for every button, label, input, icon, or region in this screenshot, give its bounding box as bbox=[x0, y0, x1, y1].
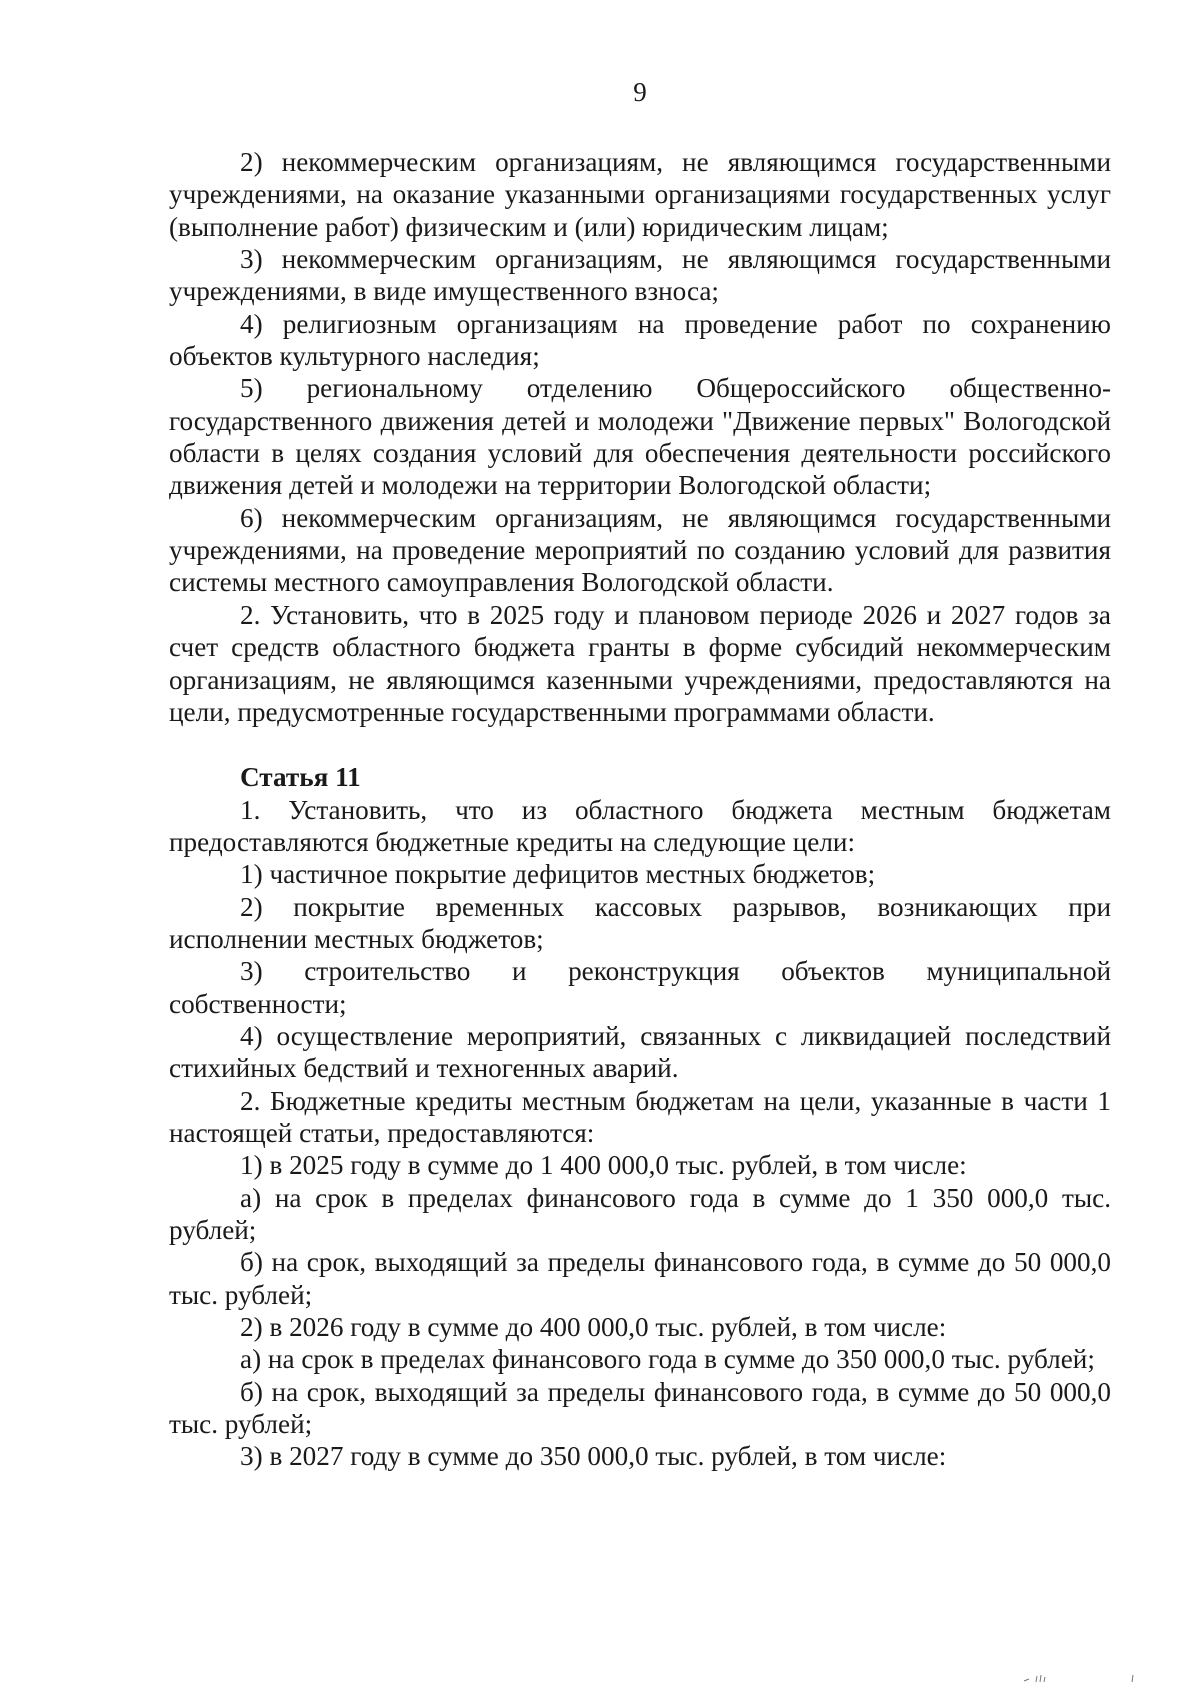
paragraph-2026-b: б) на срок, выходящий за пределы финансового года, в сумме до 50 000,0 тыс. рублей; bbox=[169, 1376, 1111, 1440]
paragraph-purpose-1: 1) частичное покрытие дефицитов местных бюджетов; bbox=[240, 859, 876, 890]
paragraph-article-part-2: 2. Бюджетные кредиты местным бюджетам на цели, указанные в части 1 настоящей статьи, предоставляются: bbox=[169, 1085, 1111, 1148]
paragraph-purpose-2: 2) покрытие временных кассовых разрывов, возникающих при исполнении местных бюджетов; bbox=[169, 891, 1111, 954]
paragraph-purpose-4: 4) осуществление мероприятий, связанных с ликвидацией последствий стихийных бедствий и техногенных аварий. bbox=[169, 1020, 1111, 1084]
paragraph-2025-a: а) на срок в пределах финансового года в сумме до 1 350 000,0 тыс. рублей; bbox=[169, 1182, 1111, 1245]
paragraph-year-2026: 2) в 2026 году в сумме до 400 000,0 тыс. рублей, в том числе: bbox=[240, 1312, 947, 1343]
paragraph-year-2025: 1) в 2025 году в сумме до 1 400 000,0 тыс. рублей, в том числе: bbox=[240, 1150, 967, 1181]
paragraph-item-6: 6) некоммерческим организациям, не являющимся государственными учреждениями, на проведение мероприятий по созданию условий для развития системы местного самоуправления Вологодской области. bbox=[169, 502, 1111, 598]
paragraph-item-2: 2) некоммерческим организациям, не являющимся государственными учреждениями, на оказание указанными организациями государственных услуг (выполнение работ) физическим и (или) юридическим лицам; bbox=[169, 147, 1111, 242]
paragraph-purpose-3: 3) строительство и реконструкция объектов муниципальной собственности; bbox=[169, 956, 1111, 1019]
paragraph-2025-b: б) на срок, выходящий за пределы финансового года, в сумме до 50 000,0 тыс. рублей; bbox=[169, 1247, 1111, 1310]
document-body bbox=[169, 146, 1111, 1473]
paragraph-2026-a: а) на срок в пределах финансового года в сумме до 350 000,0 тыс. рублей; bbox=[240, 1344, 1095, 1375]
paragraph-year-2027: 3) в 2027 году в сумме до 350 000,0 тыс. рублей, в том числе: bbox=[240, 1441, 947, 1472]
article-heading: Статья 11 bbox=[240, 762, 361, 793]
page-number: 9 bbox=[633, 77, 647, 107]
paragraph-article-part-1: 1. Установить, что из областного бюджета местным бюджетам предоставляются бюджетные кредиты на следующие цели: bbox=[169, 794, 1111, 857]
paragraph-item-5: 5) региональному отделению Общероссийского общественно-государственного движения детей и молодежи "Движение первых" Вологодской области в целях создания условий для обеспечения деятельности российского движения детей и молодежи на территории Вологодской области; bbox=[169, 373, 1111, 501]
paragraph-item-4: 4) религиозным организациям на проведение работ по сохранению объектов культурного наследия; bbox=[169, 308, 1111, 372]
paragraph-part-2: 2. Установить, что в 2025 году и плановом периоде 2026 и 2027 годов за счет средств областного бюджета гранты в форме субсидий некоммерческим организациям, не являющимся казенными учреждениями, предоставляются на цели, предусмотренные государственными программами области. bbox=[169, 599, 1111, 727]
paragraph-item-3: 3) некоммерческим организациям, не являющимся государственными учреждениями, в виде имущественного взноса; bbox=[169, 244, 1111, 307]
scan-artifact bbox=[1020, 1673, 1140, 1683]
